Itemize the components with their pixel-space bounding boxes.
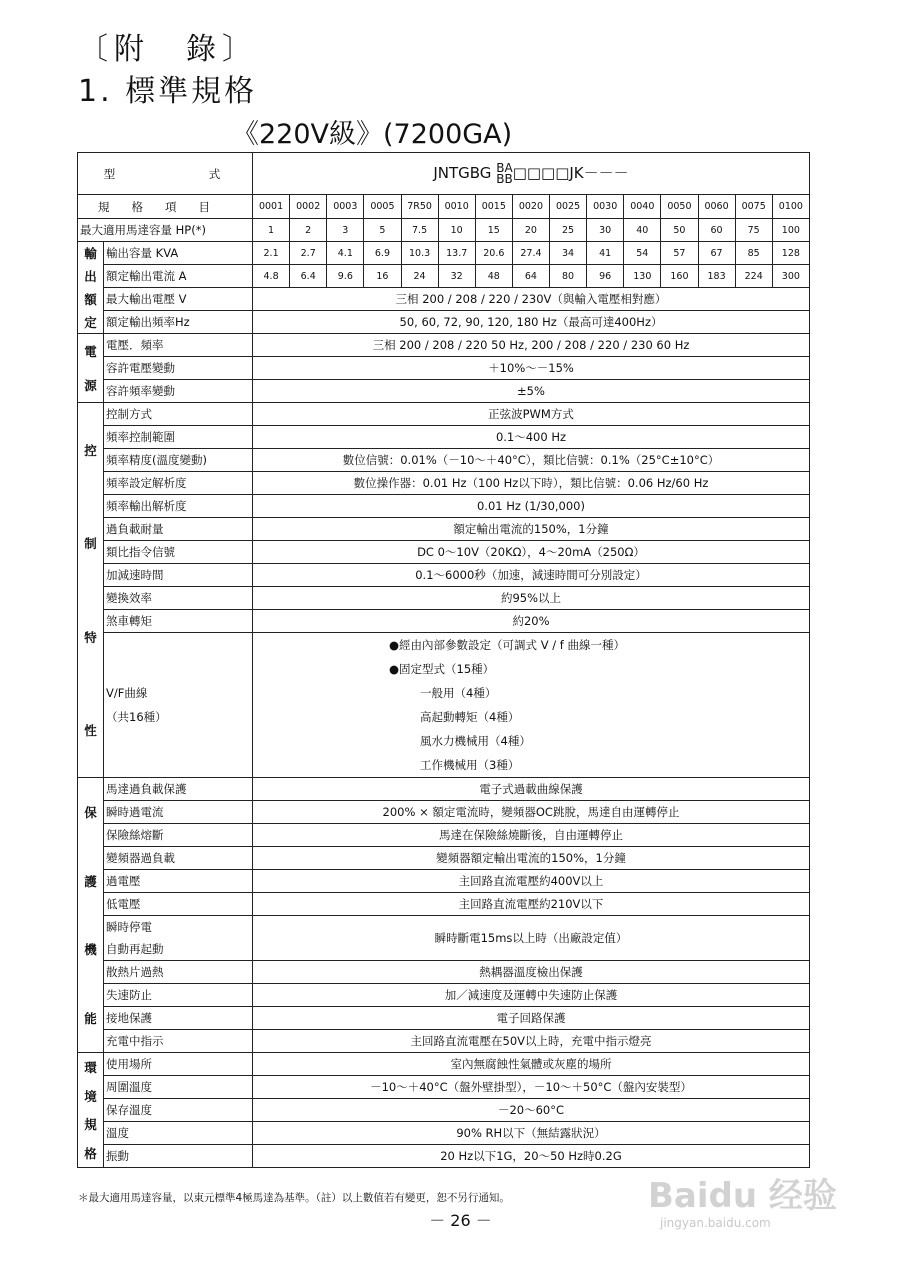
spec-label: 變換效率 bbox=[104, 587, 253, 610]
power-row bbox=[78, 380, 810, 403]
hp-value: 50 bbox=[661, 219, 698, 242]
spec-label: 頻率輸出解析度 bbox=[104, 495, 253, 518]
spec-label: 頻率控制範圍 bbox=[104, 426, 253, 449]
spec-value: 0.1～6000秒（加速，減速時間可分別設定） bbox=[253, 564, 810, 587]
kva-value: 41 bbox=[587, 242, 624, 265]
restart-row bbox=[78, 916, 810, 961]
protection-row bbox=[78, 870, 810, 893]
restart-label bbox=[104, 916, 253, 961]
spec-value: 約95%以上 bbox=[253, 587, 810, 610]
restart-label-line: 瞬時停電 bbox=[106, 920, 152, 934]
spec-value: 約20% bbox=[253, 610, 810, 633]
kva-value: 4.1 bbox=[327, 242, 364, 265]
spec-value: 主回路直流電壓約210V以下 bbox=[253, 893, 810, 916]
vf-value bbox=[253, 633, 810, 778]
amp-value: 224 bbox=[735, 265, 772, 288]
group-char: 護 bbox=[84, 873, 97, 889]
spec-value: 20 Hz以下1G，20～50 Hz時0.2G bbox=[253, 1145, 810, 1168]
control-row bbox=[78, 403, 810, 426]
group-label bbox=[78, 778, 104, 1053]
protection-row bbox=[78, 984, 810, 1007]
group-char: 機 bbox=[84, 942, 97, 958]
amp-value: 24 bbox=[401, 265, 438, 288]
power-row bbox=[78, 334, 810, 357]
spec-value: 0.1～400 Hz bbox=[253, 426, 810, 449]
spec-label: 失速防止 bbox=[104, 984, 253, 1007]
kva-value: 34 bbox=[550, 242, 587, 265]
code-variant bbox=[496, 160, 513, 186]
group-char: 規 bbox=[84, 1117, 97, 1133]
amp-value: 9.6 bbox=[327, 265, 364, 288]
environment-row bbox=[78, 1076, 810, 1099]
items-label: 規格項目 bbox=[78, 195, 253, 219]
spec-value: 熱耦器溫度檢出保護 bbox=[253, 961, 810, 984]
spec-value: 數位操作器：0.01 Hz（100 Hz以下時），類比信號：0.06 Hz/60 Hz bbox=[253, 472, 810, 495]
hp-value: 1 bbox=[253, 219, 290, 242]
section-heading: 1. 標準規格 bbox=[78, 74, 258, 109]
page-number: － 26 － bbox=[429, 1211, 492, 1230]
vf-label-title: V/F曲線 bbox=[106, 686, 148, 700]
kva-row bbox=[78, 242, 810, 265]
amp-value: 80 bbox=[550, 265, 587, 288]
type-label: 型 式 bbox=[78, 153, 253, 195]
control-row bbox=[78, 541, 810, 564]
spec-label: 低電壓 bbox=[104, 893, 253, 916]
code-prefix: JNTGBG bbox=[433, 164, 492, 183]
amp-value: 32 bbox=[438, 265, 475, 288]
spec-value: 正弦波PWM方式 bbox=[253, 403, 810, 426]
vf-sub-item: 高起動轉矩（4種） bbox=[420, 710, 520, 724]
spec-value: 0.01 Hz (1/30,000) bbox=[253, 495, 810, 518]
hp-value: 100 bbox=[772, 219, 809, 242]
hp-value: 25 bbox=[550, 219, 587, 242]
group-char: 格 bbox=[84, 1145, 97, 1161]
spec-label: 保存溫度 bbox=[104, 1099, 253, 1122]
spec-label: 頻率精度(溫度變動) bbox=[104, 449, 253, 472]
spec-label: 變頻器過負載 bbox=[104, 847, 253, 870]
protection-row bbox=[78, 847, 810, 870]
amp-value: 300 bbox=[772, 265, 809, 288]
spec-label: 類比指令信號 bbox=[104, 541, 253, 564]
group-char: 環 bbox=[84, 1060, 97, 1076]
watermark-url: jingyan.baidu.com bbox=[660, 1216, 771, 1230]
model-class-heading: 《220V級》(7200GA) bbox=[232, 119, 513, 150]
control-row bbox=[78, 426, 810, 449]
watermark-logo: Baidu 经验 bbox=[648, 1176, 837, 1216]
vf-sub-item: 風水力機械用（4種） bbox=[420, 734, 531, 748]
control-row bbox=[78, 472, 810, 495]
spec-label: 周圍溫度 bbox=[104, 1076, 253, 1099]
spec-label: 容許頻率變動 bbox=[104, 380, 253, 403]
vf-line: ●經由內部參數設定（可調式 V / f 曲線一種） bbox=[389, 638, 625, 652]
code-variant-bottom: BB bbox=[496, 171, 513, 186]
model-code: 0060 bbox=[698, 195, 735, 219]
footnote: ＊最大適用馬達容量，以東元標準4極馬達為基準。（註）以上數值若有變更，恕不另行通知。 bbox=[78, 1192, 510, 1204]
hp-value: 15 bbox=[475, 219, 512, 242]
spec-value: 加／減速度及運轉中失速防止保護 bbox=[253, 984, 810, 1007]
group-label bbox=[78, 403, 104, 778]
model-code: 0015 bbox=[475, 195, 512, 219]
spec-value: 90% RH以下（無結露狀況） bbox=[253, 1122, 810, 1145]
spec-label: 過負載耐量 bbox=[104, 518, 253, 541]
control-row bbox=[78, 449, 810, 472]
output-row bbox=[78, 288, 810, 311]
spec-label: 振動 bbox=[104, 1145, 253, 1168]
group-label bbox=[78, 1053, 104, 1168]
vf-sub-item: 工作機械用（3種） bbox=[420, 758, 520, 772]
spec-label: 溫度 bbox=[104, 1122, 253, 1145]
kva-value: 20.6 bbox=[475, 242, 512, 265]
model-code: 7R50 bbox=[401, 195, 438, 219]
environment-row bbox=[78, 1053, 810, 1076]
protection-row bbox=[78, 801, 810, 824]
model-code: 0040 bbox=[624, 195, 661, 219]
hp-value: 7.5 bbox=[401, 219, 438, 242]
amp-value: 96 bbox=[587, 265, 624, 288]
model-code: 0025 bbox=[550, 195, 587, 219]
spec-value: 三相 200 / 208 / 220 / 230V（與輸入電壓相對應） bbox=[253, 288, 810, 311]
spec-label: 瞬時過電流 bbox=[104, 801, 253, 824]
kva-value: 67 bbox=[698, 242, 735, 265]
hp-value: 30 bbox=[587, 219, 624, 242]
group-char: 定 bbox=[84, 314, 97, 330]
group-char: 境 bbox=[84, 1088, 97, 1104]
spec-label: 電壓．頻率 bbox=[104, 334, 253, 357]
spec-value: 馬達在保險絲燒斷後，自由運轉停止 bbox=[253, 824, 810, 847]
spec-label: 散熱片過熱 bbox=[104, 961, 253, 984]
kva-value: 128 bbox=[772, 242, 809, 265]
group-char: 出 bbox=[84, 269, 97, 285]
group-label bbox=[78, 334, 104, 403]
spec-value: 瞬時斷電15ms以上時（出廠設定值） bbox=[253, 916, 810, 961]
hp-label: 最大適用馬達容量 HP(*) bbox=[78, 219, 253, 242]
vf-line: ●固定型式（15種） bbox=[389, 662, 495, 676]
spec-label: 過電壓 bbox=[104, 870, 253, 893]
hp-value: 40 bbox=[624, 219, 661, 242]
spec-value: 電子回路保護 bbox=[253, 1007, 810, 1030]
spec-value: 數位信號：0.01%（－10～＋40°C），類比信號：0.1%（25°C±10°C） bbox=[253, 449, 810, 472]
model-code: 0005 bbox=[364, 195, 401, 219]
amp-value: 160 bbox=[661, 265, 698, 288]
model-code: 0075 bbox=[735, 195, 772, 219]
kva-value: 85 bbox=[735, 242, 772, 265]
spec-value: 變頻器額定輸出電流的150%，1分鐘 bbox=[253, 847, 810, 870]
kva-value: 2.7 bbox=[290, 242, 327, 265]
model-code: 0002 bbox=[290, 195, 327, 219]
hp-value: 60 bbox=[698, 219, 735, 242]
spec-value: 主回路直流電壓約400V以上 bbox=[253, 870, 810, 893]
protection-row bbox=[78, 961, 810, 984]
spec-value: 主回路直流電壓在50V以上時，充電中指示燈亮 bbox=[253, 1030, 810, 1053]
hp-row bbox=[78, 219, 810, 242]
spec-label: 保險絲熔斷 bbox=[104, 824, 253, 847]
model-code: 0003 bbox=[327, 195, 364, 219]
kva-label: 輸出容量 KVA bbox=[104, 242, 253, 265]
group-char: 控 bbox=[84, 442, 97, 458]
vf-label bbox=[104, 633, 253, 778]
kva-value: 57 bbox=[661, 242, 698, 265]
hp-value: 2 bbox=[290, 219, 327, 242]
kva-value: 2.1 bbox=[253, 242, 290, 265]
spec-label: 馬達過負載保護 bbox=[104, 778, 253, 801]
kva-value: 10.3 bbox=[401, 242, 438, 265]
amp-label: 額定輸出電流 A bbox=[104, 265, 253, 288]
vf-row bbox=[78, 633, 810, 778]
spec-value: －10～＋40°C（盤外壁掛型），－10～＋50°C（盤內安裝型） bbox=[253, 1076, 810, 1099]
spec-value: 額定輸出電流的150%，1分鐘 bbox=[253, 518, 810, 541]
type-code bbox=[253, 153, 810, 195]
spec-label: 使用場所 bbox=[104, 1053, 253, 1076]
group-char: 源 bbox=[84, 378, 97, 393]
model-code: 0030 bbox=[587, 195, 624, 219]
spec-value: ±5% bbox=[253, 380, 810, 403]
group-char: 輸 bbox=[84, 246, 97, 262]
control-row bbox=[78, 610, 810, 633]
amp-row bbox=[78, 265, 810, 288]
spec-label: 充電中指示 bbox=[104, 1030, 253, 1053]
spec-value: 200% × 額定電流時，變頻器OC跳脫，馬達自由運轉停止 bbox=[253, 801, 810, 824]
amp-value: 16 bbox=[364, 265, 401, 288]
group-char: 能 bbox=[84, 1010, 97, 1026]
environment-row bbox=[78, 1122, 810, 1145]
spec-value: 室內無腐蝕性氣體或灰塵的場所 bbox=[253, 1053, 810, 1076]
model-code: 0100 bbox=[772, 195, 809, 219]
kva-value: 13.7 bbox=[438, 242, 475, 265]
appendix-heading: 〔附 錄〕 bbox=[78, 32, 258, 67]
group-char: 額 bbox=[84, 291, 97, 307]
amp-value: 64 bbox=[512, 265, 549, 288]
amp-value: 183 bbox=[698, 265, 735, 288]
spec-label: 最大輸出電壓 V bbox=[104, 288, 253, 311]
output-row bbox=[78, 311, 810, 334]
environment-row bbox=[78, 1145, 810, 1168]
model-code: 0001 bbox=[253, 195, 290, 219]
protection-row bbox=[78, 893, 810, 916]
power-row bbox=[78, 357, 810, 380]
control-row bbox=[78, 587, 810, 610]
spec-value: 50, 60, 72, 90, 120, 180 Hz（最高可達400Hz） bbox=[253, 311, 810, 334]
hp-value: 3 bbox=[327, 219, 364, 242]
code-suffix: □□□□JK－－－ bbox=[512, 164, 629, 183]
protection-row bbox=[78, 1007, 810, 1030]
amp-value: 48 bbox=[475, 265, 512, 288]
model-code: 0020 bbox=[512, 195, 549, 219]
environment-row bbox=[78, 1099, 810, 1122]
spec-label: 煞車轉矩 bbox=[104, 610, 253, 633]
model-code: 0010 bbox=[438, 195, 475, 219]
vf-sub-item: 一般用（4種） bbox=[420, 686, 497, 700]
spec-label: 頻率設定解析度 bbox=[104, 472, 253, 495]
spec-value: DC 0～10V（20KΩ），4～20mA（250Ω） bbox=[253, 541, 810, 564]
type-row bbox=[78, 153, 810, 195]
code-variant-top: BA bbox=[496, 160, 513, 175]
spec-value: －20～60°C bbox=[253, 1099, 810, 1122]
spec-value: 電子式過載曲線保護 bbox=[253, 778, 810, 801]
group-char: 特 bbox=[84, 629, 97, 645]
kva-value: 54 bbox=[624, 242, 661, 265]
spec-label: 接地保護 bbox=[104, 1007, 253, 1030]
kva-value: 6.9 bbox=[364, 242, 401, 265]
spec-label: 控制方式 bbox=[104, 403, 253, 426]
protection-row bbox=[78, 778, 810, 801]
protection-row bbox=[78, 824, 810, 847]
group-char: 保 bbox=[84, 805, 97, 821]
control-row bbox=[78, 564, 810, 587]
spec-label: 加減速時間 bbox=[104, 564, 253, 587]
hp-value: 75 bbox=[735, 219, 772, 242]
hp-value: 5 bbox=[364, 219, 401, 242]
control-row bbox=[78, 495, 810, 518]
spec-value: 三相 200 / 208 / 220 50 Hz, 200 / 208 / 220 / 230 60 Hz bbox=[253, 334, 810, 357]
amp-value: 4.8 bbox=[253, 265, 290, 288]
hp-value: 10 bbox=[438, 219, 475, 242]
kva-value: 27.4 bbox=[512, 242, 549, 265]
spec-table bbox=[77, 152, 810, 1168]
model-code: 0050 bbox=[661, 195, 698, 219]
spec-label: 額定輸出頻率Hz bbox=[104, 311, 253, 334]
group-char: 制 bbox=[84, 536, 97, 552]
spec-value: ＋10%～－15% bbox=[253, 357, 810, 380]
amp-value: 130 bbox=[624, 265, 661, 288]
group-char: 電 bbox=[84, 344, 97, 359]
group-label bbox=[78, 242, 104, 334]
spec-label: 容許電壓變動 bbox=[104, 357, 253, 380]
amp-value: 6.4 bbox=[290, 265, 327, 288]
hp-value: 20 bbox=[512, 219, 549, 242]
model-row bbox=[78, 195, 810, 219]
group-char: 性 bbox=[84, 723, 97, 739]
restart-label-line: 自動再起動 bbox=[106, 942, 164, 956]
control-row bbox=[78, 518, 810, 541]
vf-label-count: （共16種） bbox=[106, 710, 167, 724]
protection-row bbox=[78, 1030, 810, 1053]
